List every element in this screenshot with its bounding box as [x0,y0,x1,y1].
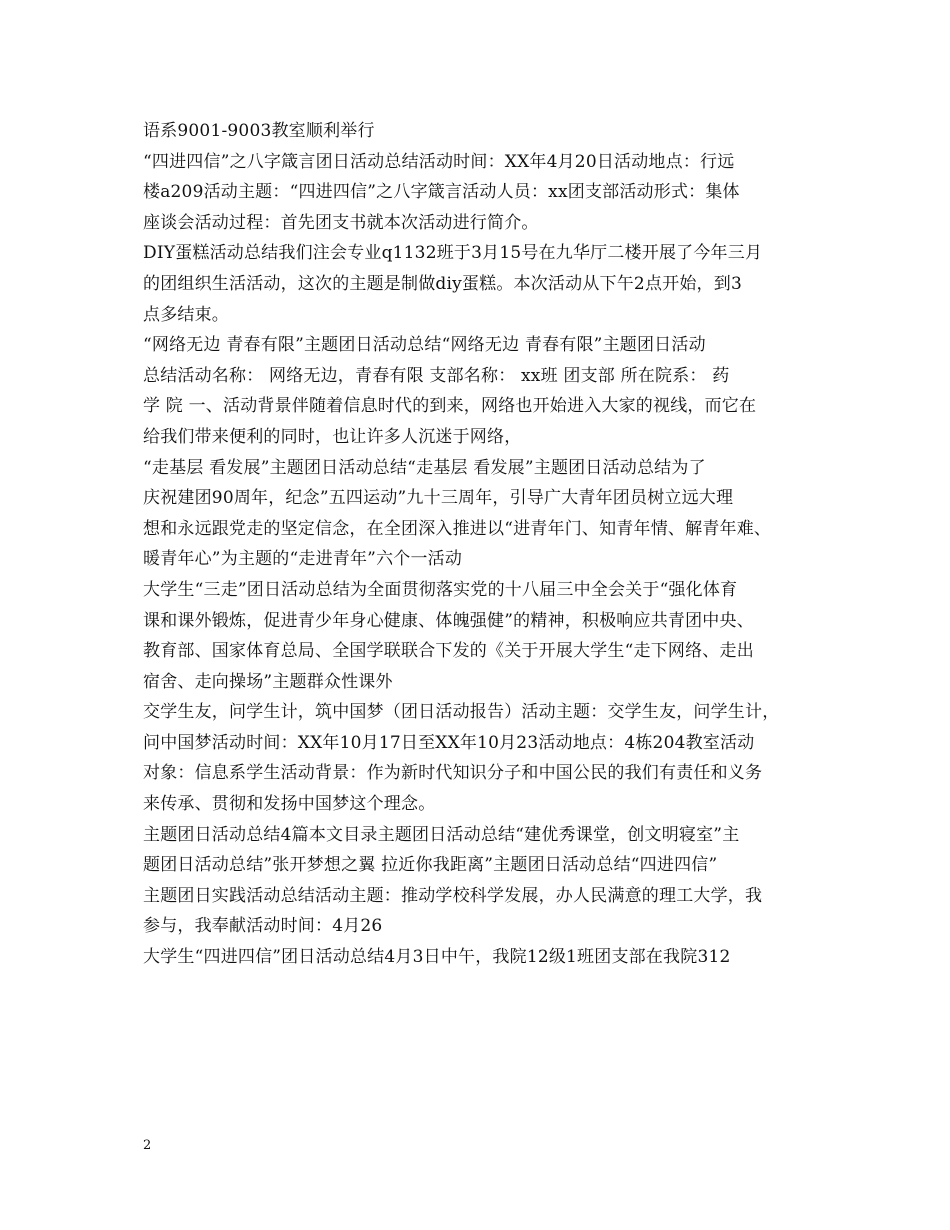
text-line: 大学生“三走”团日活动总结为全面贯彻落实党的十八届三中全会关于“强化体育 [143,579,738,600]
text-line: 的团组织生活活动，这次的主题是制做diy蛋糕。本次活动从下午2点开始，到3 [143,273,742,294]
text-line: 主题团日实践活动总结活动主题：推动学校科学发展，办人民满意的理工大学，我 [143,885,763,906]
text-line: 庆祝建团90周年，纪念”五四运动”九十三周年，引导广大青年团员树立远大理 [143,488,734,509]
text-line: 对象：信息系学生活动背景：作为新时代知识分子和中国公民的我们有责任和义务 [143,763,763,784]
text-line: 教育部、国家体育总局、全国学联联合下发的《关于开展大学生“走下网络、走出 [143,641,754,662]
text-line: 暖青年心”为主题的“走进青年”六个一活动 [143,549,463,570]
text-line: 给我们带来便利的同时，也让许多人沉迷于网络， [143,426,522,447]
text-line: 宿舍、走向操场”主题群众性课外 [143,671,393,692]
text-line: 交学生友，问学生计，筑中国梦（团日活动报告）活动主题：交学生友，问学生计， [143,702,780,723]
document-body [143,116,833,973]
text-line: 问中国梦活动时间：XX年10月17日至XX年10月23活动地点：4栋204教室活动 [143,732,755,753]
text-line: 想和永远跟党走的坚定信念，在全团深入推进以“进青年门、知青年情、解青年难、 [143,518,772,539]
text-line: 参与，我奉献活动时间：4月26 [143,916,383,937]
text-line: 点多结束。 [143,304,229,325]
page-number: 2 [143,1138,152,1153]
text-line: 座谈会活动过程：首先团支书就本次活动进行简介。 [143,212,539,233]
text-line: 主题团日活动总结4篇本文目录主题团日活动总结“建优秀课堂，创文明寝室”主 [143,824,740,845]
text-line: 学 院 一、活动背景伴随着信息时代的到来，网络也开始进入大家的视线，而它在 [143,396,757,417]
text-line: 题团日活动总结”张开梦想之翼 拉近你我距离”主题团日活动总结“四进四信” [143,855,718,876]
text-line: “四进四信”之八字箴言团日活动总结活动时间：XX年4月20日活动地点：行远 [143,151,735,172]
text-line: 总结活动名称： 网络无边，青春有限 支部名称： xx班 团支部 所在院系： 药 [143,365,730,386]
text-line: 楼a209活动主题：“四进四信”之八字箴言活动人员：xx团支部活动形式：集体 [143,182,740,203]
text-line: 来传承、贯彻和发扬中国梦这个理念。 [143,794,436,815]
text-line: DIY蛋糕活动总结我们注会专业q1132班于3月15号在九华厅二楼开展了今年三月 [143,243,763,264]
text-line: “网络无边 青春有限”主题团日活动总结“网络无边 青春有限”主题团日活动 [143,335,706,356]
text-line: 大学生“四进四信”团日活动总结4月3日中午，我院12级1班团支部在我院312 [143,947,731,968]
text-line: “走基层 看发展”主题团日活动总结“走基层 看发展”主题团日活动总结为了 [143,457,706,478]
text-line: 语系9001-9003教室顺利举行 [143,121,375,141]
text-line: 课和课外锻炼，促进青少年身心健康、体魄强健”的精神，积极响应共青团中央、 [143,610,754,631]
